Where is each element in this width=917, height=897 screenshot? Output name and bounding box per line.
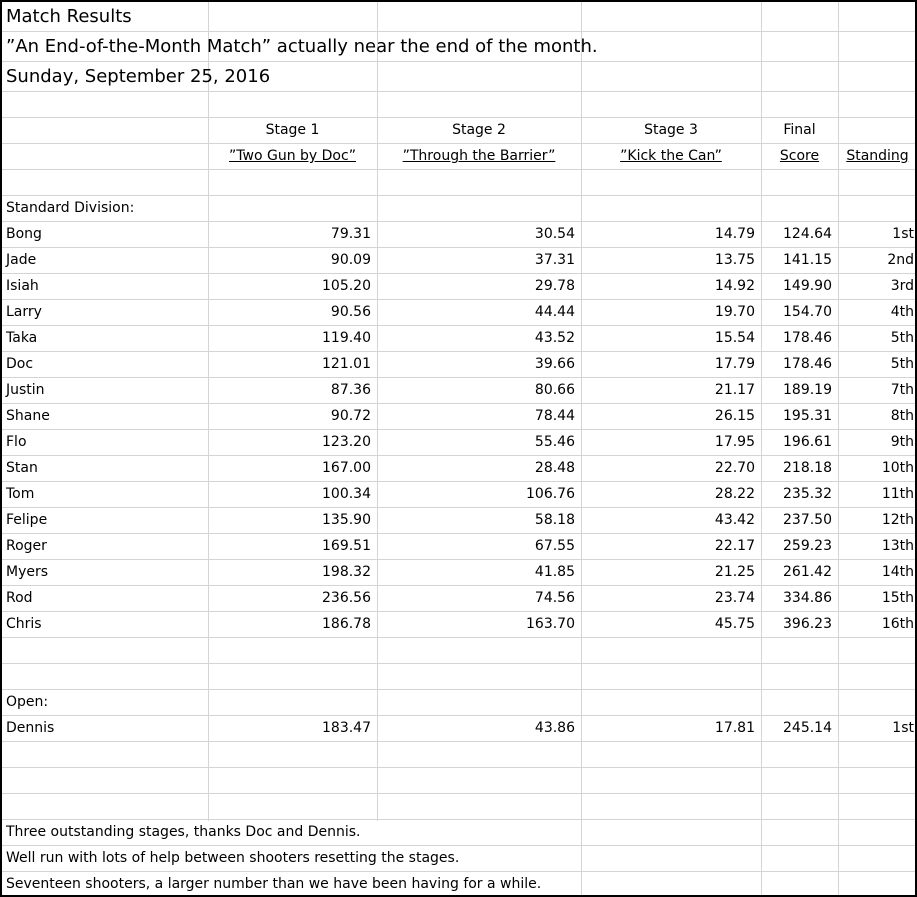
cell-s3: 45.75 bbox=[714, 616, 755, 632]
cell-s1: 79.31 bbox=[330, 226, 371, 242]
grid-row-line bbox=[2, 169, 915, 170]
cell-s2: 39.66 bbox=[534, 356, 575, 372]
cell-s2: 80.66 bbox=[534, 382, 575, 398]
cell-s3: 43.42 bbox=[714, 512, 755, 528]
cell-final: 218.18 bbox=[783, 460, 832, 476]
cell-s2: 43.52 bbox=[534, 330, 575, 346]
cell-s2: 106.76 bbox=[526, 486, 575, 502]
cell-standing: 9th bbox=[890, 434, 914, 450]
cell-s3: 23.74 bbox=[714, 590, 755, 606]
grid-row-line bbox=[2, 741, 915, 742]
cell-s1: 183.47 bbox=[322, 720, 371, 736]
cell-s2: 43.86 bbox=[534, 720, 575, 736]
cell-name: Myers bbox=[6, 564, 49, 580]
cell-final: 154.70 bbox=[783, 304, 832, 320]
cell-standing: 5th bbox=[890, 330, 914, 346]
sheet-title: Match Results bbox=[6, 6, 132, 27]
cell-final: 237.50 bbox=[783, 512, 832, 528]
grid-row-line bbox=[2, 273, 915, 274]
grid-row-line bbox=[2, 663, 915, 664]
note-line-2: Well run with lots of help between shooters resetting the stages. bbox=[6, 850, 460, 866]
cell-s1: 121.01 bbox=[322, 356, 371, 372]
cell-s2: 55.46 bbox=[534, 434, 575, 450]
grid-row-line bbox=[2, 845, 915, 846]
cell-standing: 14th bbox=[881, 564, 914, 580]
cell-standing: 1st bbox=[892, 226, 914, 242]
cell-standing: 15th bbox=[881, 590, 914, 606]
match-date: Sunday, September 25, 2016 bbox=[6, 66, 271, 87]
match-subtitle: ”An End-of-the-Month Match” actually near the end of the month. bbox=[6, 36, 598, 57]
grid-row-line bbox=[2, 403, 915, 404]
cell-final: 178.46 bbox=[783, 330, 832, 346]
cell-s2: 78.44 bbox=[534, 408, 575, 424]
cell-name: Taka bbox=[6, 330, 38, 346]
cell-s3: 14.79 bbox=[714, 226, 755, 242]
cell-s3: 22.17 bbox=[714, 538, 755, 554]
grid-row-line bbox=[2, 559, 915, 560]
cell-s2: 58.18 bbox=[534, 512, 575, 528]
grid-row-line bbox=[2, 481, 915, 482]
cell-s3: 15.54 bbox=[714, 330, 755, 346]
header-score: Score bbox=[779, 148, 820, 164]
cell-standing: 5th bbox=[890, 356, 914, 372]
grid-row-line bbox=[2, 715, 915, 716]
cell-name: Isiah bbox=[6, 278, 39, 294]
cell-s2: 29.78 bbox=[534, 278, 575, 294]
cell-final: 141.15 bbox=[783, 252, 832, 268]
cell-final: 196.61 bbox=[783, 434, 832, 450]
cell-s2: 28.48 bbox=[534, 460, 575, 476]
cell-s3: 21.25 bbox=[714, 564, 755, 580]
cell-name: Flo bbox=[6, 434, 27, 450]
cell-final: 396.23 bbox=[783, 616, 832, 632]
header-stage-1: Stage 1 bbox=[265, 122, 320, 138]
cell-s1: 135.90 bbox=[322, 512, 371, 528]
cell-name: Larry bbox=[6, 304, 42, 320]
grid-row-line bbox=[2, 143, 915, 144]
grid-row-line bbox=[2, 533, 915, 534]
cell-s2: 41.85 bbox=[534, 564, 575, 580]
cell-s1: 87.36 bbox=[330, 382, 371, 398]
cell-s1: 119.40 bbox=[322, 330, 371, 346]
cell-standing: 13th bbox=[881, 538, 914, 554]
cell-s2: 163.70 bbox=[526, 616, 575, 632]
cell-name: Justin bbox=[6, 382, 45, 398]
grid-row-line bbox=[2, 819, 915, 820]
cell-s1: 198.32 bbox=[322, 564, 371, 580]
cell-s2: 74.56 bbox=[534, 590, 575, 606]
cell-name: Felipe bbox=[6, 512, 48, 528]
cell-s2: 30.54 bbox=[534, 226, 575, 242]
cell-final: 261.42 bbox=[783, 564, 832, 580]
cell-standing: 4th bbox=[890, 304, 914, 320]
cell-s1: 100.34 bbox=[322, 486, 371, 502]
grid-row-line bbox=[2, 429, 915, 430]
cell-s2: 44.44 bbox=[534, 304, 575, 320]
cell-name: Doc bbox=[6, 356, 34, 372]
header-standing: Standing bbox=[846, 148, 909, 164]
cell-final: 189.19 bbox=[783, 382, 832, 398]
grid-row-line bbox=[2, 299, 915, 300]
cell-final: 259.23 bbox=[783, 538, 832, 554]
standard-division-label: Standard Division: bbox=[6, 200, 135, 216]
grid-row-line bbox=[2, 117, 915, 118]
cell-s3: 17.79 bbox=[714, 356, 755, 372]
cell-final: 235.32 bbox=[783, 486, 832, 502]
cell-standing: 10th bbox=[881, 460, 914, 476]
note-line-3: Seventeen shooters, a larger number than we have been having for a while. bbox=[6, 876, 542, 892]
header-stage-3-name: ”Kick the Can” bbox=[620, 148, 722, 164]
header-stage-3: Stage 3 bbox=[644, 122, 698, 138]
grid-row-line bbox=[2, 871, 915, 872]
grid-row-line bbox=[2, 637, 915, 638]
cell-s3: 13.75 bbox=[714, 252, 755, 268]
cell-s1: 236.56 bbox=[322, 590, 371, 606]
cell-s3: 19.70 bbox=[714, 304, 755, 320]
cell-name: Roger bbox=[6, 538, 47, 554]
cell-s3: 26.15 bbox=[714, 408, 755, 424]
cell-s2: 67.55 bbox=[534, 538, 575, 554]
header-stage-2: Stage 2 bbox=[452, 122, 506, 138]
grid-row-line bbox=[2, 195, 915, 196]
cell-standing: 16th bbox=[881, 616, 914, 632]
cell-s3: 17.95 bbox=[714, 434, 755, 450]
cell-s1: 90.72 bbox=[330, 408, 371, 424]
cell-name: Stan bbox=[6, 460, 38, 476]
header-stage-2-name: ”Through the Barrier” bbox=[402, 148, 556, 164]
cell-final: 149.90 bbox=[783, 278, 832, 294]
cell-final: 245.14 bbox=[783, 720, 832, 736]
cell-s3: 14.92 bbox=[714, 278, 755, 294]
grid-row-line bbox=[2, 221, 915, 222]
cell-s3: 22.70 bbox=[714, 460, 755, 476]
cell-name: Chris bbox=[6, 616, 42, 632]
cell-s1: 167.00 bbox=[322, 460, 371, 476]
grid-row-line bbox=[2, 455, 915, 456]
grid-row-line bbox=[2, 325, 915, 326]
cell-standing: 2nd bbox=[887, 252, 914, 268]
grid-row-line bbox=[2, 585, 915, 586]
cell-s1: 105.20 bbox=[322, 278, 371, 294]
cell-s1: 186.78 bbox=[322, 616, 371, 632]
cell-final: 195.31 bbox=[783, 408, 832, 424]
open-division-label: Open: bbox=[6, 694, 49, 710]
cell-s3: 21.17 bbox=[714, 382, 755, 398]
cell-s1: 123.20 bbox=[322, 434, 371, 450]
cell-s3: 17.81 bbox=[714, 720, 755, 736]
grid-row-line bbox=[2, 767, 915, 768]
cell-name: Tom bbox=[6, 486, 35, 502]
grid-row-line bbox=[2, 91, 915, 92]
cell-final: 178.46 bbox=[783, 356, 832, 372]
cell-s1: 169.51 bbox=[322, 538, 371, 554]
cell-standing: 7th bbox=[890, 382, 914, 398]
header-final: Final bbox=[783, 122, 816, 138]
cell-standing: 1st bbox=[892, 720, 914, 736]
cell-standing: 8th bbox=[890, 408, 914, 424]
cell-s1: 90.56 bbox=[330, 304, 371, 320]
grid-row-line bbox=[2, 507, 915, 508]
cell-standing: 12th bbox=[881, 512, 914, 528]
cell-final: 334.86 bbox=[783, 590, 832, 606]
cell-name: Jade bbox=[6, 252, 37, 268]
grid-row-line bbox=[2, 31, 915, 32]
cell-s1: 90.09 bbox=[330, 252, 371, 268]
grid-row-line bbox=[2, 61, 915, 62]
grid-row-line bbox=[2, 689, 915, 690]
header-stage-1-name: ”Two Gun by Doc” bbox=[229, 148, 356, 164]
grid-row-line bbox=[2, 793, 915, 794]
cell-name: Rod bbox=[6, 590, 33, 606]
cell-s2: 37.31 bbox=[534, 252, 575, 268]
cell-standing: 3rd bbox=[890, 278, 914, 294]
cell-name: Dennis bbox=[6, 720, 55, 736]
grid-row-line bbox=[2, 247, 915, 248]
cell-final: 124.64 bbox=[783, 226, 832, 242]
cell-s3: 28.22 bbox=[714, 486, 755, 502]
grid-row-line bbox=[2, 611, 915, 612]
cell-name: Shane bbox=[6, 408, 50, 424]
grid-row-line bbox=[2, 377, 915, 378]
grid-row-line bbox=[2, 351, 915, 352]
cell-name: Bong bbox=[6, 226, 42, 242]
cell-standing: 11th bbox=[881, 486, 914, 502]
note-line-1: Three outstanding stages, thanks Doc and Dennis. bbox=[6, 824, 361, 840]
